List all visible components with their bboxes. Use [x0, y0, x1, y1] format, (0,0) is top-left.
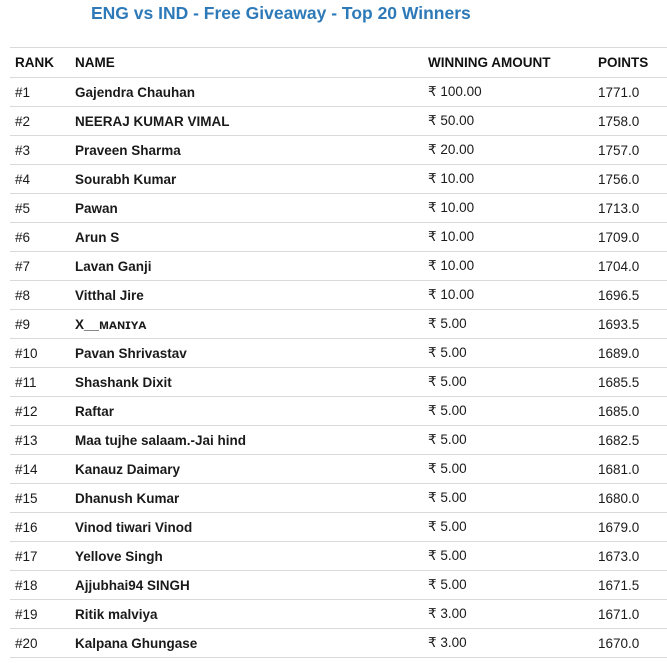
name-cell: Arun S [75, 229, 120, 245]
rank-cell: #1 [15, 84, 31, 100]
rank-cell: #8 [15, 287, 31, 303]
rank-cell: #15 [15, 490, 38, 506]
name-cell: Kanauz Daimary [75, 461, 181, 477]
winning-amount-cell: ₹ 5.00 [428, 403, 467, 418]
table-row [10, 426, 667, 455]
table-row [10, 165, 667, 194]
winning-amount-cell: ₹ 5.00 [428, 548, 467, 563]
table-row [10, 368, 667, 397]
rank-cell: #13 [15, 432, 38, 448]
winning-amount-cell: ₹ 50.00 [428, 113, 475, 128]
points-cell: 1693.5 [598, 316, 640, 332]
table-row [10, 339, 667, 368]
table-row [10, 310, 667, 339]
header-rank: RANK [15, 55, 54, 70]
table-row [10, 281, 667, 310]
table-row [10, 252, 667, 281]
winning-amount-cell: ₹ 10.00 [428, 171, 475, 186]
name-cell: X__ᴍᴀɴɪʏᴀ [75, 316, 147, 332]
points-cell: 1704.0 [598, 258, 640, 274]
header-points: POINTS [598, 55, 649, 70]
name-cell: Kalpana Ghungase [75, 635, 198, 651]
points-cell: 1680.0 [598, 490, 640, 506]
winning-amount-cell: ₹ 100.00 [428, 84, 482, 99]
points-cell: 1709.0 [598, 229, 640, 245]
header-name: NAME [75, 55, 115, 70]
rank-cell: #19 [15, 606, 38, 622]
points-cell: 1756.0 [598, 171, 640, 187]
winning-amount-cell: ₹ 3.00 [428, 606, 467, 621]
name-cell: Raftar [75, 403, 115, 419]
name-cell: Gajendra Chauhan [75, 84, 196, 100]
name-cell: Lavan Ganji [75, 258, 152, 274]
points-cell: 1758.0 [598, 113, 640, 129]
table-row [10, 600, 667, 629]
table-row [10, 513, 667, 542]
winning-amount-cell: ₹ 10.00 [428, 229, 475, 244]
table-row [10, 78, 667, 107]
table-body [10, 78, 667, 658]
winning-amount-cell: ₹ 10.00 [428, 258, 475, 273]
points-cell: 1685.5 [598, 374, 640, 390]
winning-amount-cell: ₹ 20.00 [428, 142, 475, 157]
name-cell: Ajjubhai94 SINGH [75, 577, 190, 593]
rank-cell: #2 [15, 113, 31, 129]
table-row [10, 107, 667, 136]
table-row [10, 455, 667, 484]
winning-amount-cell: ₹ 10.00 [428, 200, 475, 215]
table-row [10, 571, 667, 600]
name-cell: Sourabh Kumar [75, 171, 177, 187]
rank-cell: #7 [15, 258, 31, 274]
name-cell: Pawan [75, 200, 118, 216]
winning-amount-cell: ₹ 5.00 [428, 374, 467, 389]
table-row [10, 223, 667, 252]
name-cell: Yellove Singh [75, 548, 163, 564]
name-cell: Praveen Sharma [75, 142, 181, 158]
name-cell: Maa tujhe salaam.-Jai hind [75, 432, 247, 448]
table-row [10, 194, 667, 223]
name-cell: Shashank Dixit [75, 374, 172, 390]
winning-amount-cell: ₹ 5.00 [428, 461, 467, 476]
points-cell: 1673.0 [598, 548, 640, 564]
points-cell: 1671.5 [598, 577, 640, 593]
rank-cell: #17 [15, 548, 38, 564]
points-cell: 1682.5 [598, 432, 640, 448]
table-row [10, 629, 667, 658]
name-cell: Vitthal Jire [75, 287, 144, 303]
table-row [10, 136, 667, 165]
points-cell: 1685.0 [598, 403, 640, 419]
points-cell: 1681.0 [598, 461, 640, 477]
points-cell: 1679.0 [598, 519, 640, 535]
rank-cell: #20 [15, 635, 38, 651]
winning-amount-cell: ₹ 5.00 [428, 432, 467, 447]
rank-cell: #14 [15, 461, 38, 477]
points-cell: 1689.0 [598, 345, 640, 361]
name-cell: NEERAJ KUMAR VIMAL [75, 113, 230, 129]
rank-cell: #10 [15, 345, 38, 361]
points-cell: 1670.0 [598, 635, 640, 651]
table-row [10, 542, 667, 571]
points-cell: 1771.0 [598, 84, 640, 100]
winning-amount-cell: ₹ 10.00 [428, 287, 475, 302]
winning-amount-cell: ₹ 3.00 [428, 635, 467, 650]
name-cell: Pavan Shrivastav [75, 345, 187, 361]
table-row [10, 484, 667, 513]
points-cell: 1696.5 [598, 287, 640, 303]
rank-cell: #4 [15, 171, 31, 187]
page-title: ENG vs IND - Free Giveaway - Top 20 Winners [91, 3, 471, 23]
name-cell: Vinod tiwari Vinod [75, 519, 193, 535]
rank-cell: #16 [15, 519, 38, 535]
winning-amount-cell: ₹ 5.00 [428, 345, 467, 360]
rank-cell: #6 [15, 229, 31, 245]
rank-cell: #18 [15, 577, 38, 593]
rank-cell: #9 [15, 316, 31, 332]
rank-cell: #11 [15, 374, 37, 390]
rank-cell: #12 [15, 403, 38, 419]
winning-amount-cell: ₹ 5.00 [428, 490, 467, 505]
points-cell: 1713.0 [598, 200, 640, 216]
table-header-row [10, 47, 667, 78]
winners-table [10, 47, 667, 658]
name-cell: Ritik malviya [75, 606, 158, 622]
header-winning-amount: WINNING AMOUNT [428, 55, 551, 70]
winning-amount-cell: ₹ 5.00 [428, 577, 467, 592]
table-row [10, 397, 667, 426]
points-cell: 1757.0 [598, 142, 640, 158]
name-cell: Dhanush Kumar [75, 490, 180, 506]
rank-cell: #5 [15, 200, 31, 216]
winning-amount-cell: ₹ 5.00 [428, 519, 467, 534]
points-cell: 1671.0 [598, 606, 640, 622]
winning-amount-cell: ₹ 5.00 [428, 316, 467, 331]
rank-cell: #3 [15, 142, 31, 158]
